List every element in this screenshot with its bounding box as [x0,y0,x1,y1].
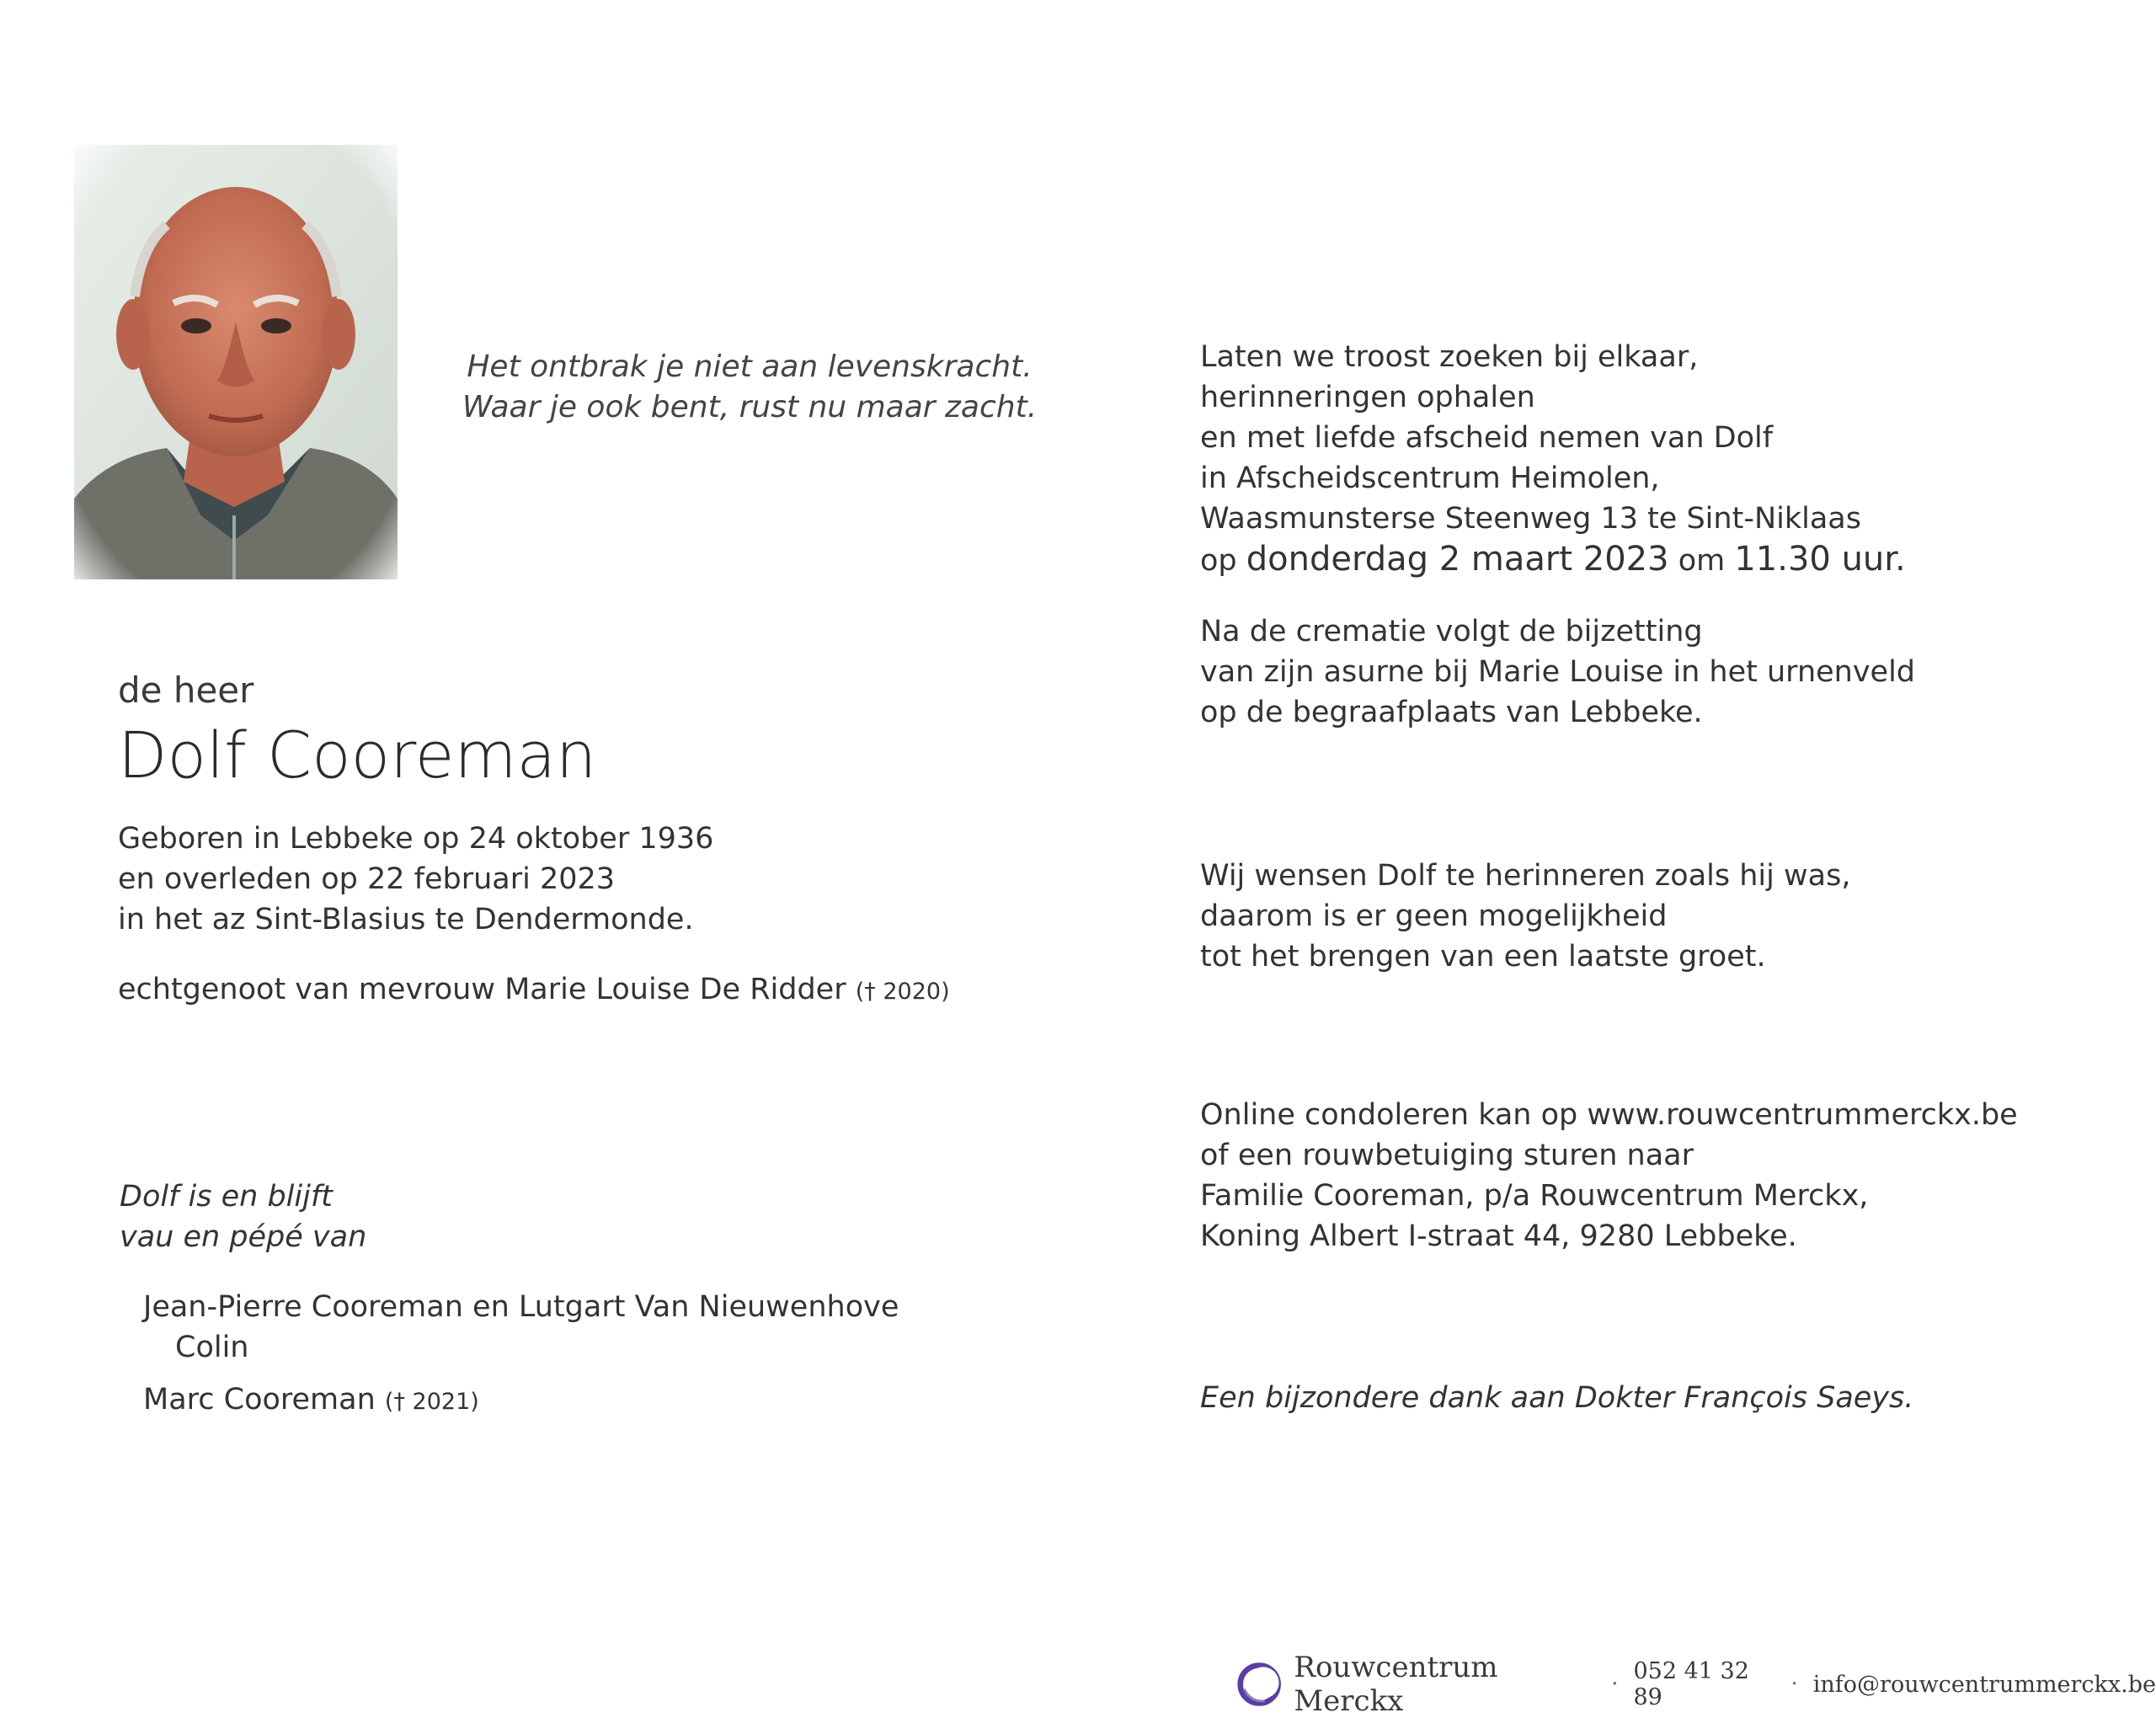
condolence-info [1200,1095,2018,1256]
funeral-home-phone: 052 41 32 89 [1633,1658,1749,1710]
footer-separator: · [1790,1672,1798,1697]
spouse-text: echtgenoot van mevrouw Marie Louise De Ridder [118,973,846,1006]
spouse-line [118,969,950,1012]
ceremony-datetime [1200,539,1906,581]
farewell-line: daarom is er geen mogelijkheid [1200,899,1668,933]
memorial-quote [396,347,1103,428]
life-line: in het az Sint-Blasius te Dendermonde. [118,903,694,936]
condolence-line: Online condoleren kan op www.rouwcentrummerckx.be [1200,1098,2018,1132]
ceremony-time: 11.30 uur. [1734,540,1906,579]
condolence-line: Koning Albert I-straat 44, 9280 Lebbeke. [1200,1219,1797,1253]
life-details [118,819,713,940]
cremation-line: van zijn asurne bij Marie Louise in het urnenveld [1200,655,1916,689]
family-member-2-death: († 2021) [384,1389,479,1415]
ceremony-details [1200,337,1906,581]
cremation-line: op de begraafplaats van Lebbeke. [1200,696,1703,729]
condolence-line: of een rouwbetuiging sturen naar [1200,1139,1694,1172]
funeral-home-name: Rouwcentrum Merckx [1294,1651,1498,1718]
family-intro-line: Dolf is en blijft [120,1180,333,1214]
cremation-details [1200,611,1915,733]
ceremony-line: en met liefde afscheid nemen van Dolf [1200,421,1774,455]
funeral-home-footer [1236,1651,2156,1718]
life-line: en overleden op 22 februari 2023 [118,862,616,896]
ceremony-date: donderdag 2 maart 2023 [1246,540,1669,579]
family-member-2 [143,1379,479,1422]
spouse-death: († 2020) [855,979,950,1005]
farewell-line: tot het brengen van een laatste groet. [1200,940,1766,974]
funeral-home-email: info@rouwcentrummerckx.be [1812,1671,2156,1698]
deceased-portrait [74,145,398,579]
title-prefix: de heer [118,670,254,711]
thanks-note: Een bijzondere dank aan Dokter François Saeys. [1200,1381,1914,1415]
life-line: Geboren in Lebbeke op 24 oktober 1936 [118,822,714,856]
ceremony-time-prefix: om [1678,544,1726,578]
quote-line: Waar je ook bent, rust nu maar zacht. [462,390,1038,424]
portrait-photo [74,145,398,579]
ceremony-line: Laten we troost zoeken bij elkaar, [1200,340,1699,374]
ceremony-line: in Afscheidscentrum Heimolen, [1200,462,1660,495]
grandchild-1: Colin [175,1331,249,1364]
deceased-name: Dolf Cooreman [118,718,597,792]
family-member-2-name: Marc Cooreman [143,1383,376,1417]
ceremony-line: Waasmunsterse Steenweg 13 te Sint-Niklaas [1200,502,1861,536]
family-member-1: Jean-Pierre Cooreman en Lutgart Van Nieuwenhove [143,1290,899,1324]
quote-line: Het ontbrak je niet aan levenskracht. [467,349,1033,384]
ceremony-line: herinneringen ophalen [1200,381,1535,414]
family-intro [120,1176,366,1257]
crescent-logo-icon [1236,1660,1282,1709]
family-intro-line: vau en pépé van [120,1220,367,1254]
condolence-line: Familie Cooreman, p/a Rouwcentrum Merckx, [1200,1179,1869,1213]
farewell-line: Wij wensen Dolf te herinneren zoals hij was, [1200,859,1851,893]
farewell-notice [1200,856,1850,977]
cremation-line: Na de crematie volgt de bijzetting [1200,615,1703,648]
footer-separator: · [1611,1672,1619,1697]
ceremony-date-prefix: op [1200,544,1237,578]
